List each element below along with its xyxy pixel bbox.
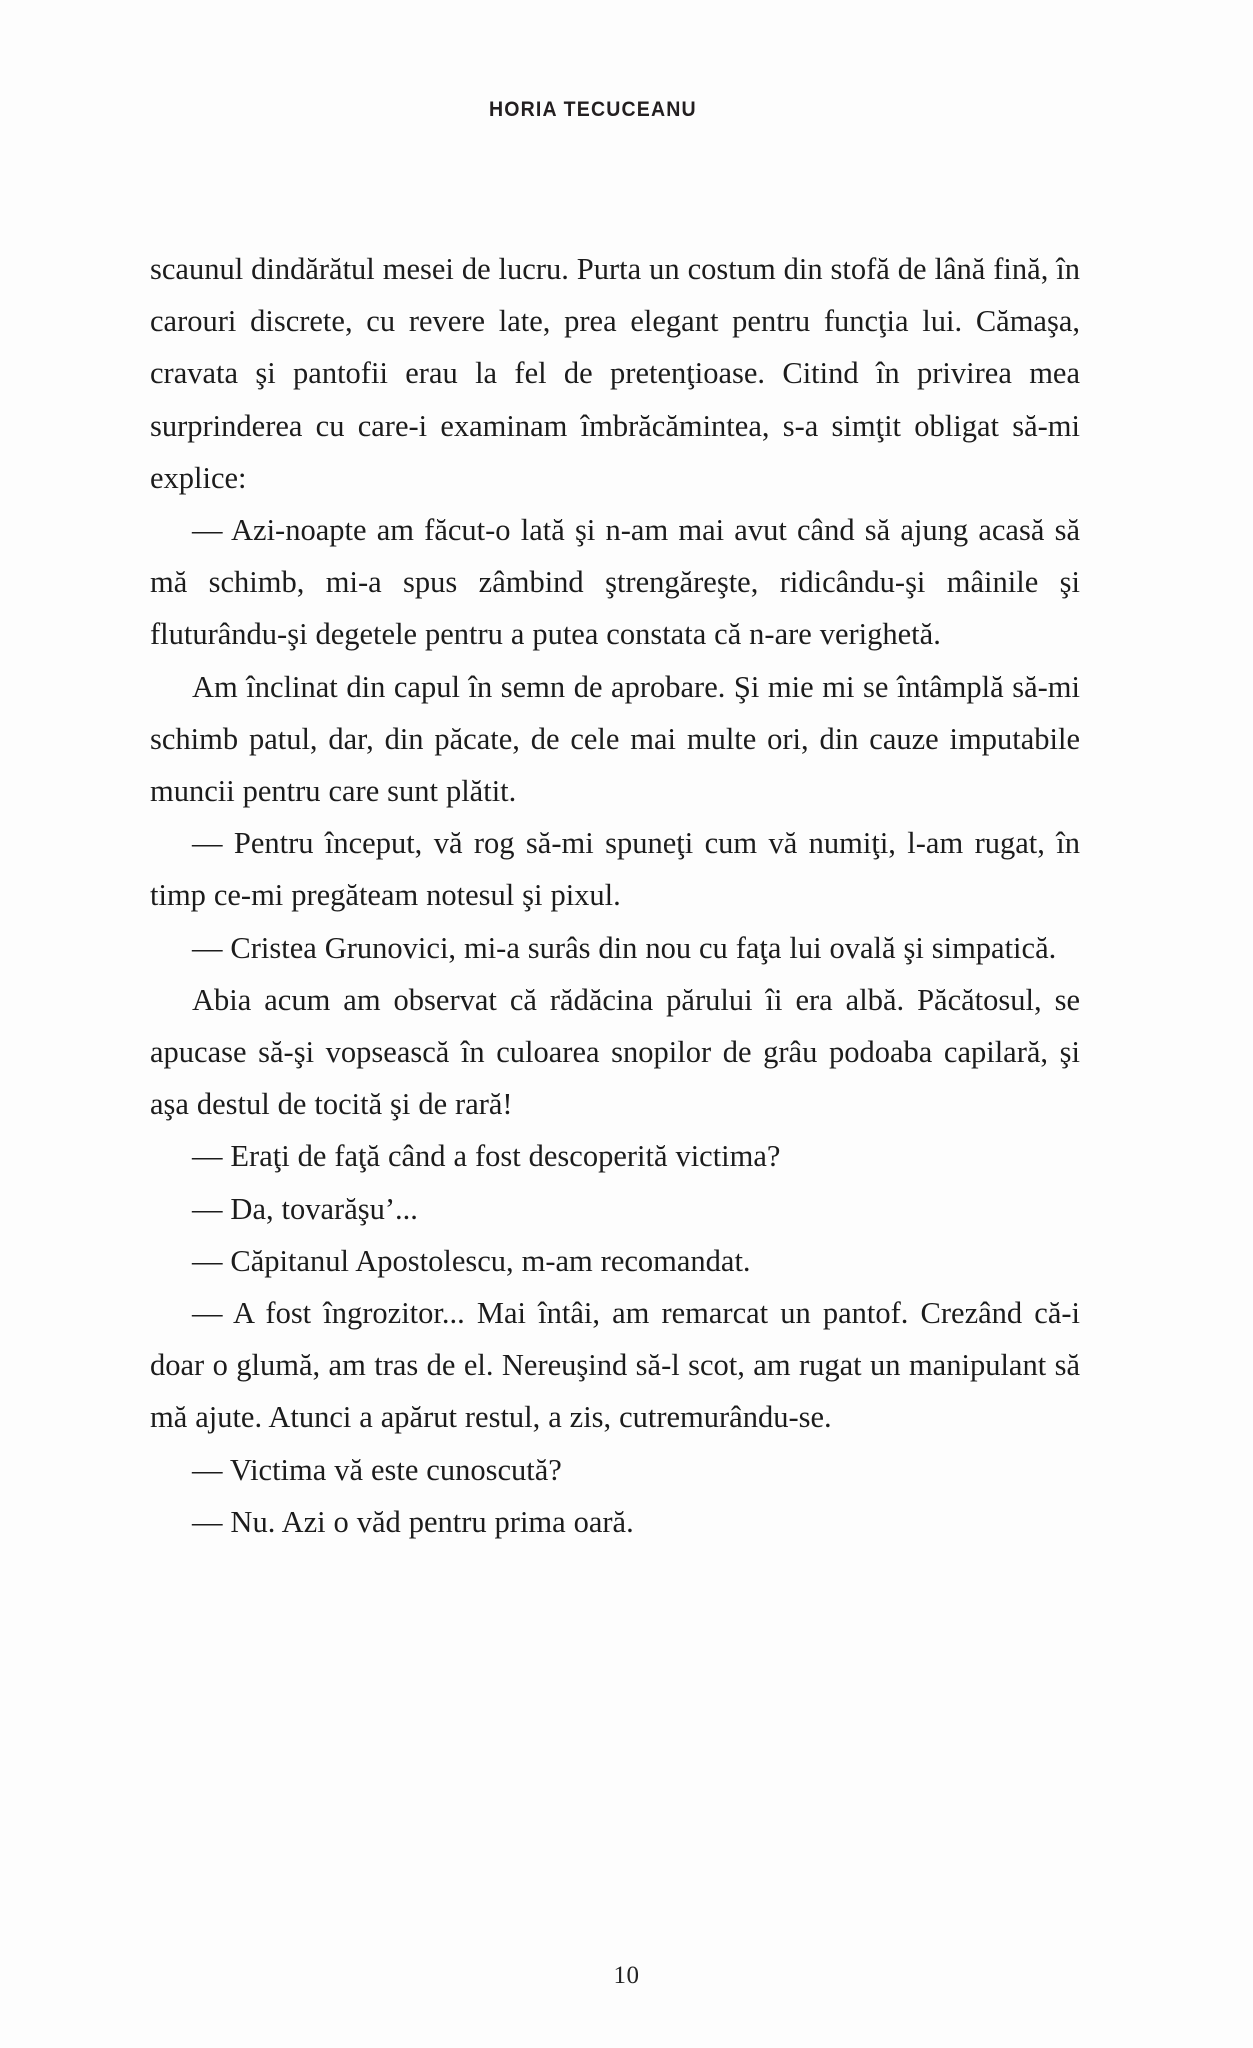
dialogue-paragraph: — Nu. Azi o văd pentru prima oară. [192,1504,634,1539]
body-paragraph: Abia acum am observat că rădăcina părului îi era albă. Păcătosul, se apucase să-şi vopsească în culoarea snopilor de grâu podoaba capilară, şi aşa destul de tocită şi de rară! [150,982,1080,1122]
page-number: 10 [613,1962,640,1989]
dialogue-paragraph: — Victima vă este cunoscută? [192,1452,562,1487]
body-paragraph: Am înclinat din capul în semn de aprobare. Şi mie mi se întâmplă să-mi schimb patul, dar, din păcate, de cele mai multe ori, din cauze imputabile muncii pentru care sunt plătit. [150,669,1080,809]
dialogue-paragraph: — Eraţi de faţă când a fost descoperită victima? [192,1139,781,1174]
body-text-column [150,243,1080,1548]
dialogue-paragraph: — Cristea Grunovici, mi-a surâs din nou cu faţa lui ovală şi simpatică. [192,930,1057,965]
dialogue-paragraph: — Azi-noapte am făcut-o lată şi n-am mai avut când să ajung acasă să mă schimb, mi-a spus zâmbind ştrengăreşte, ridicându-şi mâinile şi fluturându-şi degetele pentru a putea constata că n-are verighetă. [150,513,1080,652]
running-header-title: HORIA TECUCEANU [489,98,697,121]
dialogue-paragraph: — Căpitanul Apostolescu, m-am recomandat. [192,1243,751,1278]
body-paragraph: scaunul dindărătul mesei de lucru. Purta un costum din stofă de lână fină, în carouri discrete, cu revere late, prea elegant pentru funcţia lui. Cămaşa, cravata şi pantofii erau la fel de pretenţioase. Citind în privirea mea surprinderea cu care-i examinam îmbrăcămintea, s-a simţit obligat să-mi explice: [150,252,1080,495]
dialogue-paragraph: — A fost îngrozitor... Mai întâi, am remarcat un pantof. Crezând că-i doar o glumă, am tras de el. Nereuşind să-l scot, am rugat un manipulant să mă ajute. Atunci a apărut restul, a zis, cutremurându-se. [150,1296,1080,1435]
dialogue-paragraph: — Da, tovarăşu’... [192,1191,418,1226]
dialogue-paragraph: — Pentru început, vă rog să-mi spuneţi cum vă numiţi, l-am rugat, în timp ce-mi pregăteam notesul şi pixul. [150,826,1080,913]
